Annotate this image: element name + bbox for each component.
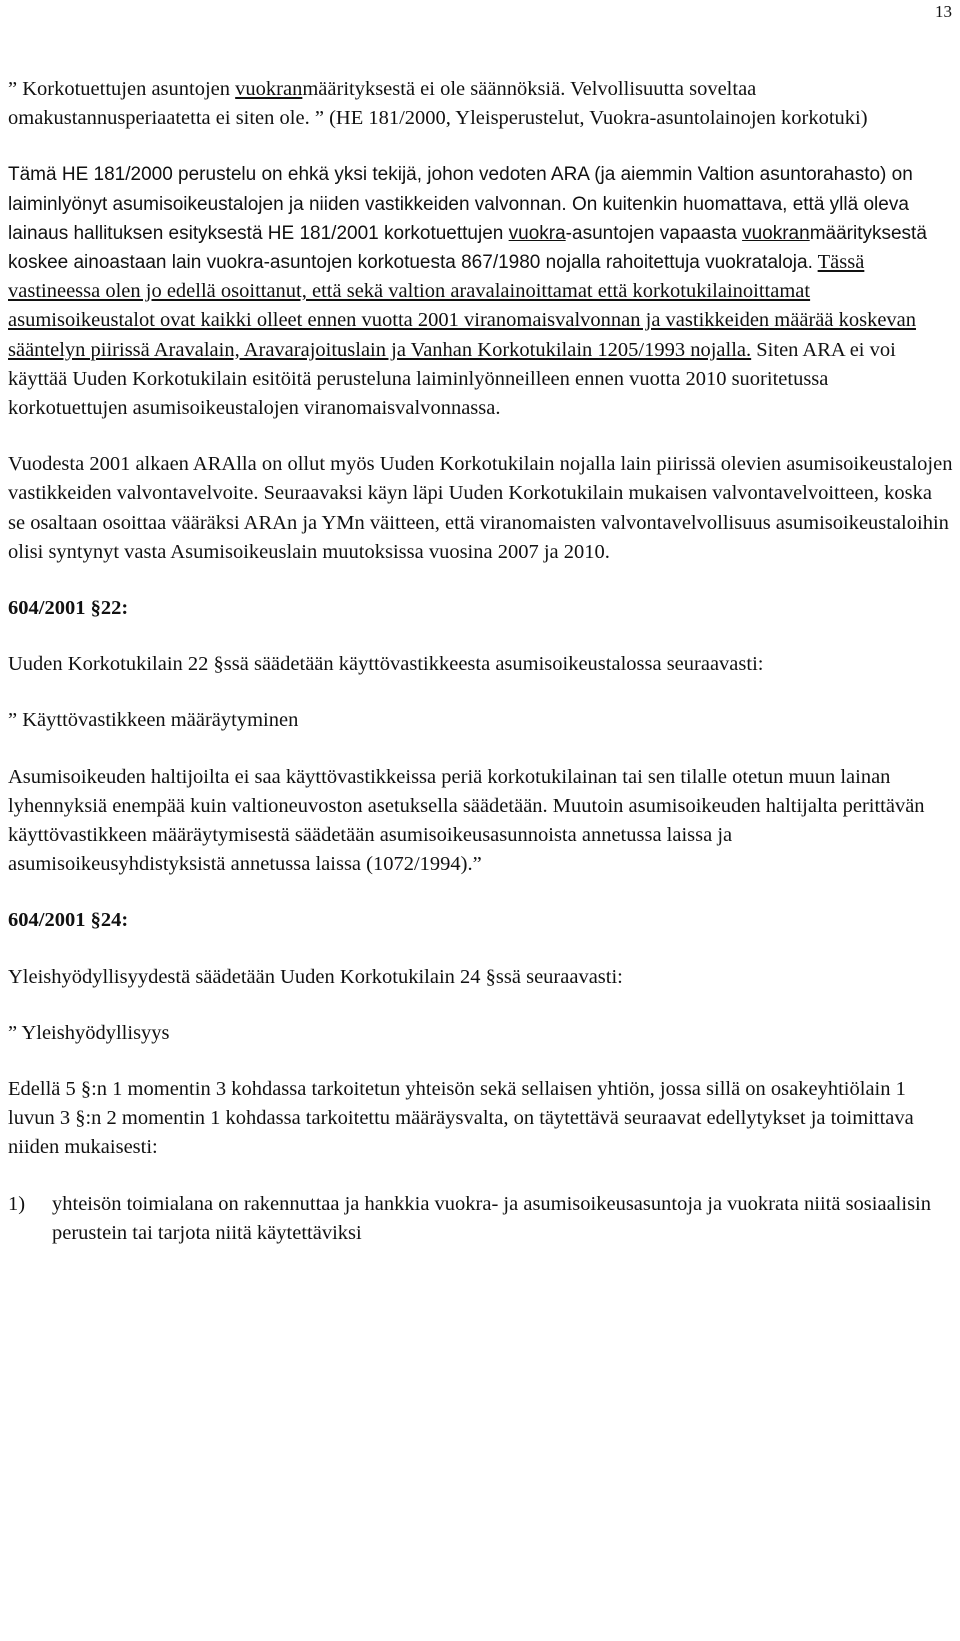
quote-body: Asumisoikeuden haltijoilta ei saa käyttövastikkeissa periä korkotukilainan tai sen tilalle otetun muun lainan lyhennyksiä enempää kuin valtioneuvoston asetuksella säädetään. Muutoin asumisoikeuden haltijalta perittävän käyttövastikkeen määräytymisestä säädetään asumisoikeusasunnoista annetussa laissa ja asumisoikeusyhdistyksistä annetussa laissa (1072/1994).”: [8, 765, 925, 876]
section-intro: Yleishyödyllisyydestä säädetään Uuden Korkotukilain 24 §ssä seuraavasti:: [8, 965, 623, 988]
section-intro: Uuden Korkotukilain 22 §ssä säädetään käyttövastikkeesta asumisoikeustalossa seuraavasti:: [8, 653, 764, 676]
underlined-passage: Tässä vastineessa olen jo edellä osoittanut, että sekä valtion aravalainoittamat että korkotukilainoittamat asumisoikeustalot ovat kaikki olleet ennen vuotta 2001 viranomaisvalvonnan ja vastikkeiden määrää koskevan sääntelyn piirissä Aravalain, Aravarajoituslain ja Vanhan Korkotukilain 1205/1993 nojalla.: [8, 251, 917, 361]
underlined-term: vuokran: [742, 222, 810, 244]
quote-title: ” Käyttövastikkeen määräytyminen: [8, 709, 299, 732]
quote-body: Edellä 5 §:n 1 momentin 3 kohdassa tarkoitetun yhteisön sekä sellaisen yhtiön, jossa sillä on osakeyhtiölain 1 luvun 3 §:n 2 momentin 1 kohdassa tarkoitettu määräysvalta, on täytettävä seuraavat edellytykset ja toimittava niiden mukaisesti:: [8, 1078, 914, 1159]
quote-paragraph: [8, 75, 953, 133]
quote-source: ” (HE 181/2000, Yleisperustelut, Vuokra-asuntolainojen korkotuki): [314, 107, 868, 130]
quote-text: määrityksestä ei ole säännöksiä. Velvollisuutta soveltaa omakustannusperiaatetta ei siten ole.: [8, 78, 757, 130]
section-heading: 604/2001 §22:: [8, 597, 129, 620]
text-run: Siten ARA ei voi käyttää Uuden Korkotukilain esitöitä perusteluna laiminlyönneilleen ennen vuotta 2010 suoritetussa korkotuettujen asumisoikeustalojen viranomaisvalvonnassa.: [8, 338, 896, 420]
body-paragraph: Vuodesta 2001 alkaen ARAlla on ollut myös Uuden Korkotukilain nojalla lain piirissä olevien asumisoikeustalojen vastikkeiden valvontavelvoite. Seuraavaksi käyn läpi Uuden Korkotukilain mukaisen valvontavelvoitteen, koska se osaltaan osoittaa vääräksi ARAn ja YMn väitteen, että viranomaisten valvontavelvollisuus asumisoikeustaloihin olisi syntynyt vasta Asumisoikeuslain muutoksissa vuosina 2007 ja 2010.: [8, 453, 953, 563]
list-number: 1): [8, 1192, 26, 1215]
numbered-list: [8, 1190, 953, 1248]
text-run: määrityksestä koskee ainoastaan lain vuokra-asuntojen korkotuesta 867/1980 nojalla rahoitettuja vuokrataloja.: [8, 222, 927, 274]
body-paragraph: [8, 160, 953, 423]
document-body: [8, 75, 953, 1248]
quote-title: ” Yleishyödyllisyys: [8, 1021, 170, 1044]
list-item: [8, 1190, 953, 1248]
list-text: yhteisön toimialana on rakennuttaa ja hankkia vuokra- ja asumisoikeusasuntoja ja vuokrata niitä sosiaalisin perustein tai tarjota niitä käytettäviksi: [52, 1192, 931, 1244]
page-number: 13: [935, 2, 952, 21]
text-run: -asuntojen vapaasta: [565, 222, 743, 244]
quote-text: ” Korkotuettujen asuntojen: [8, 78, 236, 100]
underlined-term: vuokra: [508, 222, 566, 244]
underlined-term: vuokran: [235, 78, 303, 100]
text-run: Tämä HE 181/2000 perustelu on ehkä yksi tekijä, johon vedoten ARA (ja aiemmin Valtion asuntorahasto) on laiminlyönyt asumisoikeustalojen ja niiden vastikkeiden valvonnan. On kuitenkin huomattava, että yllä oleva lainaus hallituksen esityksestä HE 181/2001 korkotuettujen: [8, 164, 913, 244]
section-heading: 604/2001 §24:: [8, 909, 129, 932]
